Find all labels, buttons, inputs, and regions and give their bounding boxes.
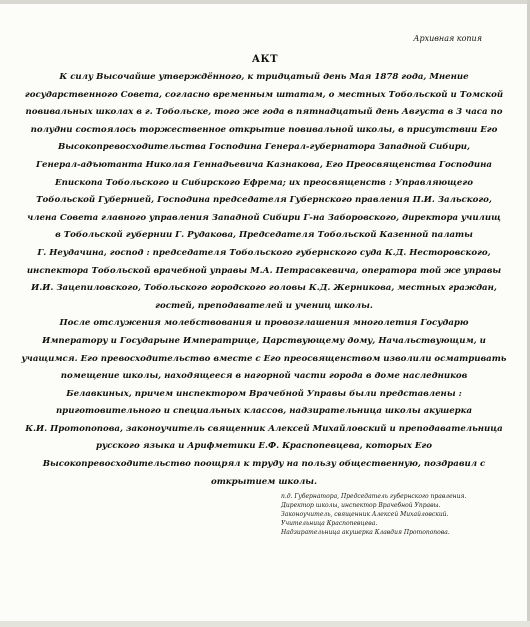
text-line: Епископа Тобольского и Сибирского Ефрема; их преосвященств : Управляющего (55, 177, 473, 188)
text-line: государственного Совета, согласно временным штатам, о местных Тобольской и Томской (24, 89, 504, 100)
archive-copy-label: Архивная копия (413, 34, 482, 43)
text-line: Высокопревосходительства Господина Генерал-губернатора Западной Сибири, (58, 142, 470, 153)
signature-line: Директор школы, инспектор Врачебной Управы. (281, 502, 441, 509)
signature-line: п.д. Губернатора, Председатель губернского правления. (281, 493, 467, 500)
text-line: После отслужения молебствования и провозглашения многолетия Государю (59, 318, 469, 329)
text-line: гостей, преподавателей и учениц школы. (155, 300, 373, 311)
text-line: Генерал-адъютанта Николая Геннадьевича Казнакова, Его Преосвященства Господина (36, 159, 492, 170)
signature-line: Учительница Краспопевцева. (281, 520, 378, 527)
signature-line: Надзирательница акушерка Клавдия Протопопова. (281, 529, 450, 536)
text-line: помещение школы, находящееся в нагорной части города в доме наследников (60, 371, 468, 382)
text-line: полудни состоялось торжественное открытие повивальной школы, в присутствии Его (30, 124, 498, 135)
text-line: инспектора Тобольской врачебной управы М.А. Петрасвкевича, оператора той же управы (26, 265, 502, 276)
document-title: АКТ (251, 54, 279, 65)
text-line: К.И. Протопопова, законоучитель священник Алексей Михайловский и преподавательница (25, 423, 503, 434)
document-body (6, 69, 522, 491)
text-line: приготовительного и специальных классов, надзирательница школы акушерка (55, 406, 473, 417)
text-line: Белавкиных, причем инспектором Врачебной Управы были представлены : (66, 388, 462, 399)
signature-line: Законоучитель, священник Алексей Михайловский. (281, 511, 449, 518)
text-line: члена Совета главного управления Западной Сибири Г-на Заборовского, директора училищ (27, 212, 501, 223)
text-line: Высокопревосходительство поощрял к труду на пользу общественную, поздравил с (42, 459, 486, 470)
text-line: учащимся. Его превосходительство вместе с Его преосвященством изволили осматривать (21, 353, 507, 364)
text-line: Г. Неудачина, господ : председателя Тобольского губернского суда К.Д. Несторовского, (37, 247, 491, 258)
text-line: И.И. Зацепиловского, Тобольского городского головы К.Д. Жерникова, местных граждан, (31, 283, 497, 294)
text-line: Тобольской Губернией, Господина председателя Губернского правления П.И. Зальского, (36, 195, 492, 206)
text-line: К силу Высочайше утверждённого, к тридцатый день Мая 1878 года, Мнение (59, 72, 469, 82)
text-line: открытием школы. (210, 476, 318, 487)
text-line: Императору и Государыне Императрице, Царствующему дому, Начальствующим, и (42, 335, 486, 346)
text-line: русского языка и Арифметики Е.Ф. Краспопевцева, которых Его (95, 441, 433, 452)
text-line: в Тобольской губернии Г. Рудакова, Председателя Тобольской Казенной палаты (55, 230, 473, 241)
text-line: повивальных школах в г. Тобольске, того же года в пятнадцатый день Августа в 3 часа по (25, 107, 503, 118)
signature-block (281, 492, 521, 537)
